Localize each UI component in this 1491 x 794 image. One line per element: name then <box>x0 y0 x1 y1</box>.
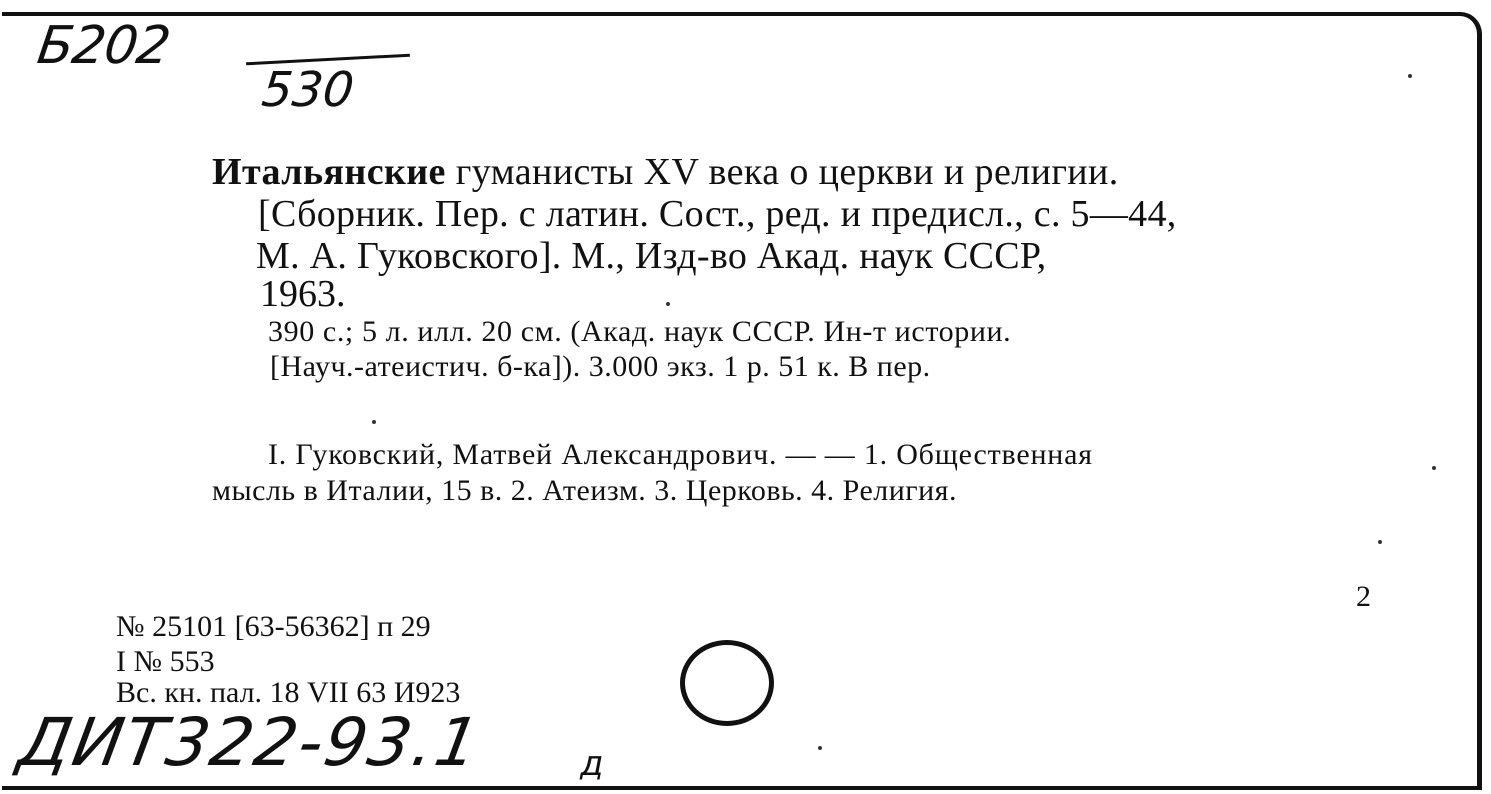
speck <box>1378 540 1382 544</box>
call-number-bottom: 530 <box>259 62 357 118</box>
side-number: 2 <box>1356 580 1371 613</box>
footer-line-1: № 25101 [63-56362] п 29 <box>116 610 431 643</box>
footer-line-3: Вс. кн. пал. 18 VII 63 И923 <box>116 676 461 709</box>
call-number-top: Б202 <box>33 16 174 76</box>
inventory-suffix: д <box>580 744 604 784</box>
speck <box>666 302 670 306</box>
speck <box>1408 74 1412 78</box>
speck <box>818 746 822 750</box>
collation-line-2: [Науч.-атеистич. б-ка]). 3.000 экз. 1 р. 51 к. В пер. <box>270 350 931 383</box>
collation-line-1: 390 с.; 5 л. илл. 20 см. (Акад. наук СССР. Ин-т истории. <box>268 315 1012 348</box>
circle-stamp <box>680 640 774 726</box>
entry-title-line <box>212 150 1119 194</box>
speck <box>372 420 376 424</box>
entry-line-2: [Сборник. Пер. с латин. Сост., ред. и предисл., с. 5—44, <box>258 193 1177 235</box>
footer-line-2: I № 553 <box>116 645 215 678</box>
entry-title-rest: гуманисты XV века о церкви и религии. <box>455 151 1119 193</box>
speck <box>1432 466 1436 470</box>
tracings-line-2: мысль в Италии, 15 в. 2. Атеизм. 3. Церковь. 4. Религия. <box>212 474 957 507</box>
entry-line-3: М. А. Гуковского]. М., Изд-во Акад. наук СССР, <box>256 235 1047 277</box>
entry-heading: Итальянские <box>212 151 446 193</box>
entry-year: 1963. <box>260 273 346 315</box>
tracings-line-1: I. Гуковский, Матвей Александрович. — — 1. Общественная <box>268 438 1093 471</box>
inventory-number: ДИТ322-93.1 <box>13 704 487 781</box>
